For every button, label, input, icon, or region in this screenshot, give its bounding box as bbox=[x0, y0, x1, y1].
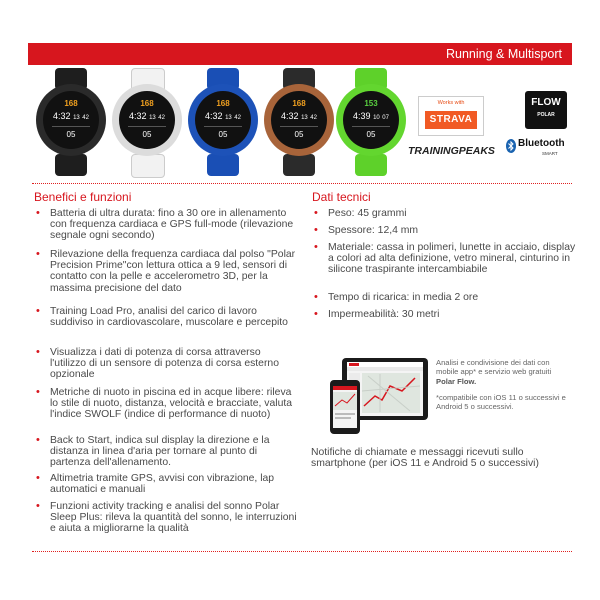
watch-lineup bbox=[36, 68, 406, 178]
app-description: Analisi e condivisione dei dati con mobile app* e servizio web gratuiti Polar Flow. bbox=[436, 358, 552, 386]
list-item: • Rilevazione della frequenza cardiaca dal polso "Polar Precision Prime"con lettura ottica a 9 led, sensori di contatto con la pelle e accelerometro 3D, per la massima precisione del dato bbox=[36, 249, 298, 294]
list-item: • Batteria di ultra durata: fino a 30 ore in allenamento con frequenza cardiaca e GPS full-mode (rilevazione segnale ogni secondo) bbox=[36, 208, 298, 242]
list-item: • Training Load Pro, analisi del carico di lavoro suddiviso in cardiovascolare, muscolare e percepito bbox=[36, 306, 298, 328]
compatibility-note: *compatibile con iOS 11 o successivi e Android 5 o successivi. bbox=[436, 393, 566, 412]
polar-flow-logo: FLOW POLAR bbox=[525, 91, 567, 129]
watch-duration: 05 bbox=[66, 130, 76, 139]
watch-copper bbox=[264, 68, 334, 178]
watch-heart-rate: 168 bbox=[292, 99, 306, 108]
notifications-text: Notifiche di chiamate e messaggi ricevuti sullo smartphone (per iOS 11 e Android 5 o successivi) bbox=[311, 447, 539, 470]
features-title: Benefici e funzioni bbox=[34, 190, 132, 204]
watch-lime bbox=[336, 68, 406, 178]
list-item: • Visualizza i dati di potenza di corsa attraverso l'utilizzo di un sensore di potenza di corsa esterno opzionale bbox=[36, 347, 298, 381]
bottom-divider bbox=[32, 551, 572, 552]
specs-title: Dati tecnici bbox=[312, 190, 371, 204]
list-item: • Funzioni activity tracking e analisi del sonno Polar Sleep Plus: rileva la quantità del sonno, le interruzioni e aiuta a migliorarne la qualità bbox=[36, 501, 298, 535]
list-item: • Tempo di ricarica: in media 2 ore bbox=[314, 292, 576, 303]
watch-duration: 05 bbox=[142, 130, 152, 139]
watch-pace: 4:32 13 42 bbox=[53, 111, 89, 121]
list-item: • Spessore: 12,4 mm bbox=[314, 225, 576, 236]
polar-flow-app-image bbox=[320, 356, 430, 436]
strava-logo: Works with STRAVA bbox=[418, 96, 484, 136]
bluetooth-logo: Bluetooth SMART bbox=[506, 138, 566, 162]
watch-white bbox=[112, 68, 182, 178]
watch-heart-rate: 168 bbox=[216, 99, 230, 108]
watch-heart-rate: 168 bbox=[64, 99, 78, 108]
list-item: • Peso: 45 grammi bbox=[314, 208, 576, 219]
bluetooth-icon bbox=[506, 139, 516, 153]
watch-pace: 4:32 13 42 bbox=[129, 111, 165, 121]
header-title: Running & Multisport bbox=[445, 47, 562, 61]
trainingpeaks-logo: TRAININGPEAKS bbox=[408, 145, 495, 157]
top-divider bbox=[32, 183, 572, 184]
list-item: • Altimetria tramite GPS, avvisi con vibrazione, lap automatici e manuali bbox=[36, 473, 298, 495]
list-item: • Back to Start, indica sul display la direzione e la distanza in linea d'aria per tornare al punto di partenza dell'allenamento. bbox=[36, 435, 298, 469]
header-banner bbox=[28, 43, 572, 65]
watch-pace: 4:39 10 07 bbox=[353, 111, 389, 121]
watch-heart-rate: 153 bbox=[364, 99, 378, 108]
watch-duration: 05 bbox=[366, 130, 376, 139]
watch-duration: 05 bbox=[294, 130, 304, 139]
list-item: • Materiale: cassa in polimeri, lunette in acciaio, display a colori ad alta definizione, vetro mineral, cinturino in silicone traspirante intercambiabile bbox=[314, 242, 576, 276]
watch-pace: 4:32 13 42 bbox=[205, 111, 241, 121]
list-item: • Impermeabilità: 30 metri bbox=[314, 309, 576, 320]
list-item: • Metriche di nuoto in piscina ed in acque libere: rileva lo stile di nuoto, distanza, velocità e bracciate, valuta l'indice SWOLF (indice di performance di nuoto) bbox=[36, 387, 298, 421]
watch-pace: 4:32 13 42 bbox=[281, 111, 317, 121]
watch-black bbox=[36, 68, 106, 178]
watch-heart-rate: 168 bbox=[140, 99, 154, 108]
watch-blue bbox=[188, 68, 258, 178]
watch-duration: 05 bbox=[218, 130, 228, 139]
